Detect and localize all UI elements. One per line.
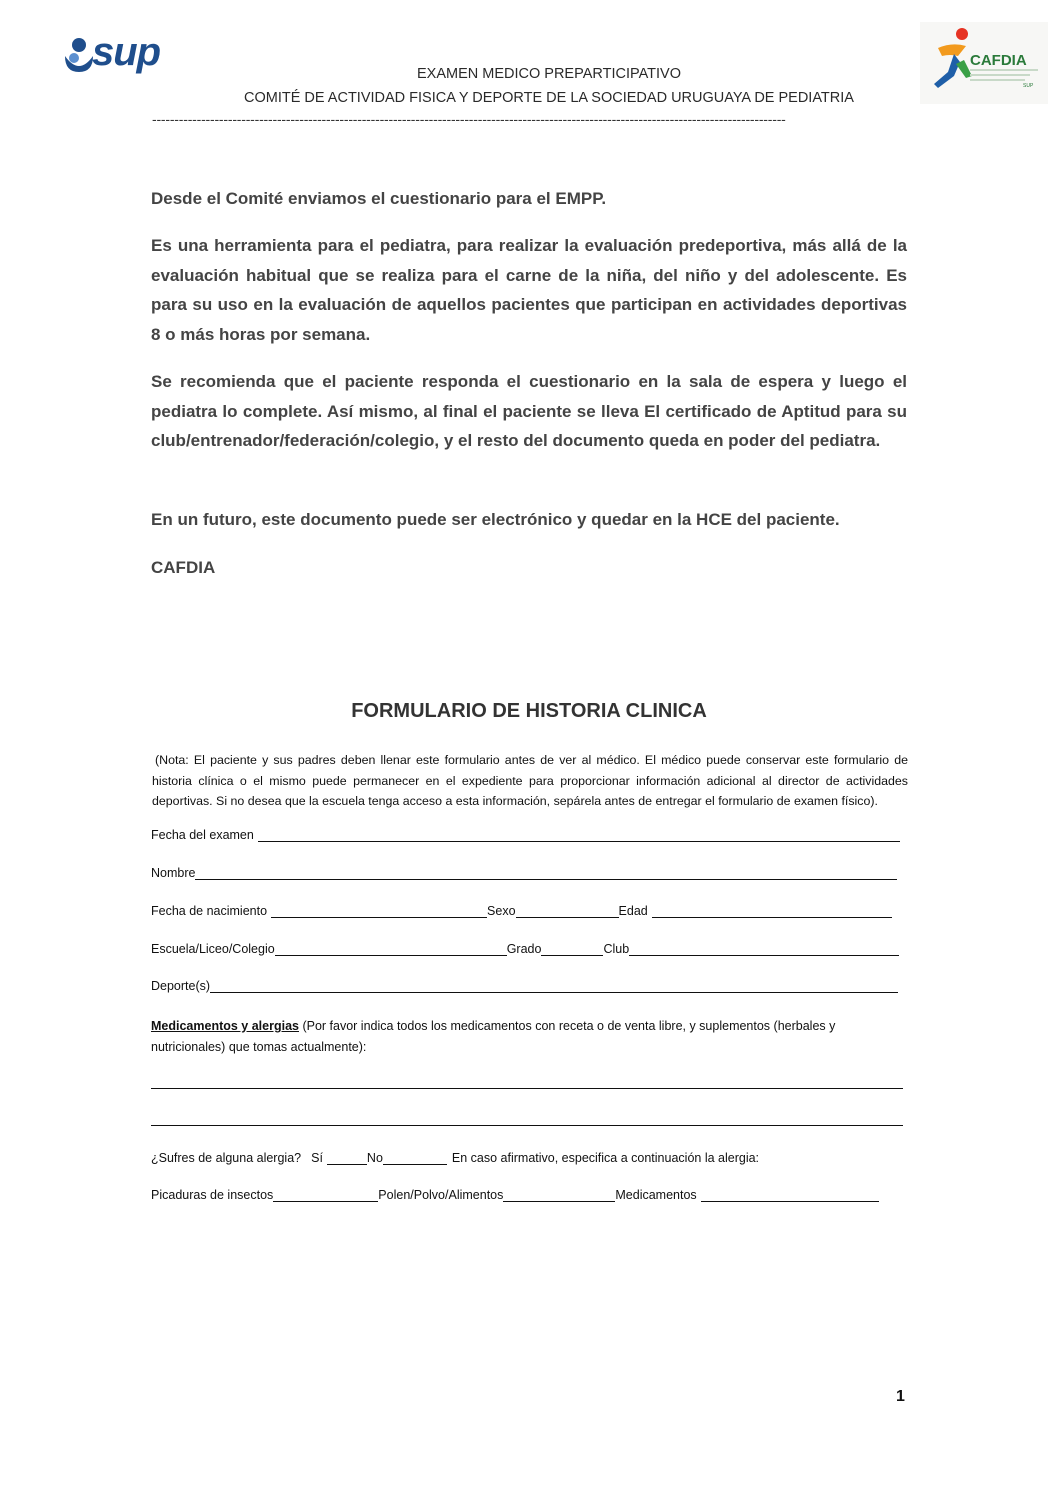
alergia-question: ¿Sufres de alguna alergia? bbox=[151, 1151, 302, 1165]
medicamentos-section bbox=[151, 1016, 891, 1058]
club-label: Club bbox=[603, 942, 630, 956]
intro-paragraph-3: Se recomienda que el paciente responda el cuestionario en la sala de espera y luego el pediatra lo complete. Así mismo, al final el paciente se lleva El certificado de Aptitud para su club/entrenador/federación/colegio, y el resto del documento queda en poder del pediatra. bbox=[151, 372, 907, 450]
picaduras-label: Picaduras de insectos bbox=[151, 1188, 274, 1202]
edad-input[interactable] bbox=[652, 903, 892, 918]
field-escuela-row bbox=[151, 941, 899, 956]
cafdia-logo-sub: SUP bbox=[1023, 83, 1034, 89]
form-title: FORMULARIO DE HISTORIA CLINICA bbox=[351, 700, 707, 722]
medicamentos-heading: Medicamentos y alergias bbox=[151, 1019, 299, 1033]
escuela-label: Escuela/Liceo/Colegio bbox=[151, 942, 275, 956]
no-label: No bbox=[366, 1151, 383, 1165]
intro-paragraph-2: Es una herramienta para el pediatra, para realizar la evaluación predeportiva, más allá de la evaluación habitual que se realiza para el carne de la niña, del niño y del adolescente. Es para su uso en la evaluación de aquellos pacientes que participan en actividades deportivas 8 o más horas por semana. bbox=[151, 236, 907, 344]
medicamentos-alergia-label: Medicamentos bbox=[615, 1188, 697, 1202]
escuela-input[interactable] bbox=[275, 941, 507, 956]
sup-logo-text: sup bbox=[92, 30, 161, 74]
form-note bbox=[152, 750, 908, 812]
fecha-examen-input[interactable] bbox=[258, 827, 900, 842]
intro-paragraph-4: En un futuro, este documento puede ser electrónico y quedar en la HCE del paciente. bbox=[151, 510, 840, 529]
field-nacimiento-row bbox=[151, 903, 892, 918]
field-alergia-tipos-row bbox=[151, 1187, 879, 1202]
grado-label: Grado bbox=[506, 942, 542, 956]
club-input[interactable] bbox=[629, 941, 899, 956]
fecha-nacimiento-input[interactable] bbox=[271, 903, 487, 918]
field-fecha-examen bbox=[151, 827, 900, 842]
medicamentos-line-2[interactable] bbox=[151, 1125, 903, 1126]
medicamentos-instructions: (Por favor indica todos los medicamentos con receta o de venta libre, y suplementos (herbales y nutricionales) que tomas actualmente): bbox=[151, 1019, 836, 1054]
intro-paragraph-1: Desde el Comité enviamos el cuestionario para el EMPP. bbox=[151, 189, 607, 208]
fecha-nacimiento-label: Fecha de nacimiento bbox=[151, 904, 268, 918]
nombre-label: Nombre bbox=[151, 866, 196, 880]
header-separator: ---------------------------------------------------------------------------------------------------------------------------------------------- bbox=[152, 111, 786, 127]
sexo-input[interactable] bbox=[516, 903, 619, 918]
cafdia-logo-text: CAFDIA bbox=[970, 52, 1027, 69]
alergia-spec: En caso afirmativo, especifica a continuación la alergia: bbox=[451, 1151, 760, 1165]
field-deportes bbox=[151, 978, 898, 993]
medicamentos-alergia-input[interactable] bbox=[701, 1187, 879, 1202]
si-input[interactable] bbox=[327, 1150, 367, 1165]
polen-input[interactable] bbox=[503, 1187, 615, 1202]
grado-input[interactable] bbox=[541, 941, 603, 956]
nombre-input[interactable] bbox=[195, 865, 897, 880]
fecha-examen-label: Fecha del examen bbox=[151, 828, 254, 842]
polen-label: Polen/Polvo/Alimentos bbox=[378, 1188, 504, 1202]
no-input[interactable] bbox=[383, 1150, 447, 1165]
page-number: 1 bbox=[896, 1388, 905, 1405]
intro-signature: CAFDIA bbox=[151, 558, 216, 577]
edad-label: Edad bbox=[618, 904, 648, 918]
document-title: EXAMEN MEDICO PREPARTICIPATIVO bbox=[417, 66, 681, 82]
deportes-label: Deporte(s) bbox=[151, 979, 211, 993]
document-subtitle: COMITÉ DE ACTIVIDAD FISICA Y DEPORTE DE LA SOCIEDAD URUGUAYA DE PEDIATRIA bbox=[244, 90, 854, 106]
si-label: Sí bbox=[311, 1151, 323, 1165]
picaduras-input[interactable] bbox=[273, 1187, 378, 1202]
sexo-label: Sexo bbox=[487, 904, 516, 918]
field-alergia-row bbox=[151, 1150, 759, 1165]
deportes-input[interactable] bbox=[210, 978, 898, 993]
field-nombre bbox=[151, 865, 897, 880]
form-note-text: (Nota: El paciente y sus padres deben llenar este formulario antes de ver al médico. El médico puede conservar este formulario de historia clínica o el mismo puede permanecer en el expediente para proporcionar información adicional al director de actividades deportivas. Si no desea que la escuela tenga acceso a esta información, sepárela antes de entregar el formulario de examen físico). bbox=[152, 753, 908, 809]
medicamentos-line-1[interactable] bbox=[151, 1088, 903, 1089]
